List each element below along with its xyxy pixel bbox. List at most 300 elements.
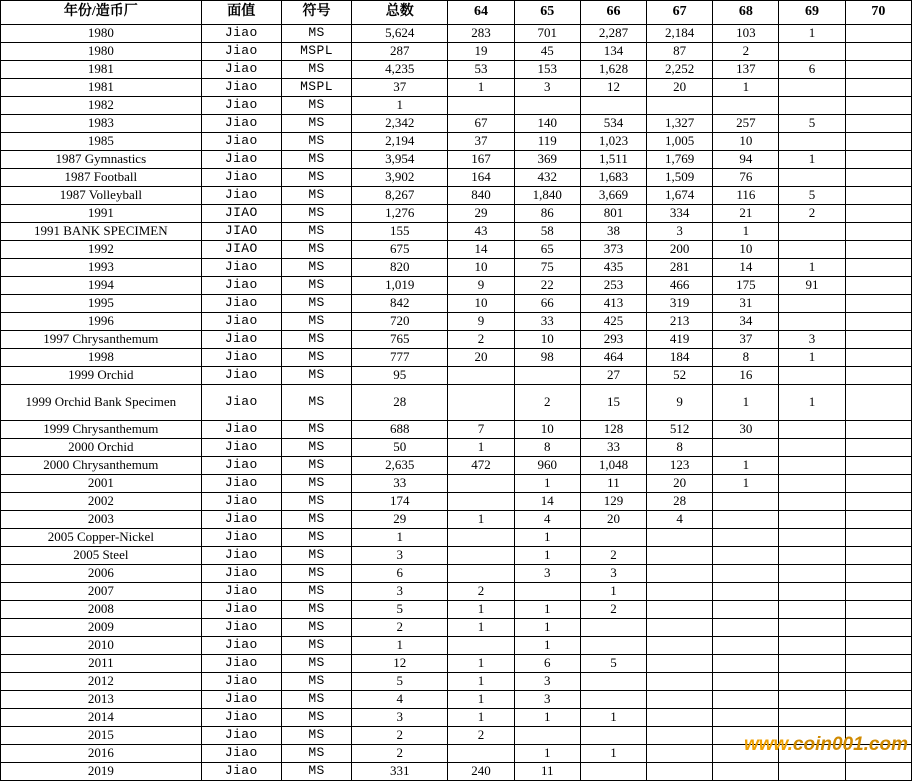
row-label: 1999 Orchid [1, 367, 202, 385]
row-label: 2000 Orchid [1, 439, 202, 457]
row-denomination: Jiao [201, 313, 281, 331]
row-grade-67: 466 [647, 277, 713, 295]
row-symbol: MS [281, 619, 351, 637]
row-total: 5,624 [352, 25, 448, 43]
table-row [1, 529, 912, 547]
row-label: 1991 BANK SPECIMEN [1, 223, 202, 241]
row-grade-69: 91 [779, 277, 845, 295]
row-denomination: Jiao [201, 277, 281, 295]
row-grade-66: 11 [580, 475, 646, 493]
row-symbol: MS [281, 529, 351, 547]
row-grade-66: 2,287 [580, 25, 646, 43]
row-grade-68 [713, 583, 779, 601]
row-grade-70 [845, 169, 911, 187]
row-grade-64: 164 [448, 169, 514, 187]
row-label: 1985 [1, 133, 202, 151]
table-row [1, 223, 912, 241]
row-total: 3,954 [352, 151, 448, 169]
row-grade-66: 1,048 [580, 457, 646, 475]
row-grade-64: 1 [448, 439, 514, 457]
row-grade-64: 29 [448, 205, 514, 223]
row-grade-70 [845, 475, 911, 493]
row-grade-68: 10 [713, 241, 779, 259]
table-row [1, 709, 912, 727]
row-grade-69 [779, 745, 845, 763]
row-grade-65: 3 [514, 691, 580, 709]
row-total: 4 [352, 691, 448, 709]
row-grade-69: 1 [779, 349, 845, 367]
row-grade-67: 1,674 [647, 187, 713, 205]
row-grade-69 [779, 169, 845, 187]
row-grade-68: 116 [713, 187, 779, 205]
row-denomination: Jiao [201, 439, 281, 457]
row-grade-67 [647, 709, 713, 727]
row-denomination: Jiao [201, 547, 281, 565]
row-grade-70 [845, 187, 911, 205]
row-grade-64: 1 [448, 691, 514, 709]
row-denomination: Jiao [201, 133, 281, 151]
row-grade-70 [845, 97, 911, 115]
row-symbol: MS [281, 547, 351, 565]
row-total: 777 [352, 349, 448, 367]
row-grade-66: 253 [580, 277, 646, 295]
row-grade-70 [845, 583, 911, 601]
row-grade-68 [713, 673, 779, 691]
row-grade-67: 1,005 [647, 133, 713, 151]
row-grade-65: 1 [514, 619, 580, 637]
row-denomination: Jiao [201, 673, 281, 691]
row-denomination: Jiao [201, 385, 281, 421]
row-label: 2012 [1, 673, 202, 691]
row-total: 12 [352, 655, 448, 673]
row-grade-67 [647, 547, 713, 565]
table-row [1, 25, 912, 43]
row-grade-64: 1 [448, 655, 514, 673]
row-grade-69 [779, 43, 845, 61]
table-row [1, 241, 912, 259]
row-grade-66: 1,683 [580, 169, 646, 187]
row-grade-65: 10 [514, 421, 580, 439]
row-grade-67: 281 [647, 259, 713, 277]
row-grade-67 [647, 727, 713, 745]
row-grade-66: 1,511 [580, 151, 646, 169]
row-denomination: Jiao [201, 763, 281, 781]
row-grade-68: 94 [713, 151, 779, 169]
table-row [1, 331, 912, 349]
row-grade-68 [713, 97, 779, 115]
row-grade-69: 6 [779, 61, 845, 79]
watermark-domain: coin001.com [792, 734, 908, 755]
row-grade-65: 701 [514, 25, 580, 43]
row-label: 2019 [1, 763, 202, 781]
row-grade-66: 373 [580, 241, 646, 259]
table-row [1, 493, 912, 511]
row-symbol: MS [281, 637, 351, 655]
row-total: 2,194 [352, 133, 448, 151]
row-grade-68: 1 [713, 457, 779, 475]
row-total: 3 [352, 547, 448, 565]
row-grade-69 [779, 97, 845, 115]
table-row [1, 313, 912, 331]
table-row [1, 349, 912, 367]
row-denomination: Jiao [201, 637, 281, 655]
table-row [1, 97, 912, 115]
row-label: 1995 [1, 295, 202, 313]
row-symbol: MS [281, 241, 351, 259]
column-header-denomination: 面值 [201, 1, 281, 25]
row-grade-64: 1 [448, 709, 514, 727]
row-label: 1987 Football [1, 169, 202, 187]
row-denomination: Jiao [201, 691, 281, 709]
row-total: 4,235 [352, 61, 448, 79]
row-grade-68: 16 [713, 367, 779, 385]
row-grade-67: 334 [647, 205, 713, 223]
row-denomination: Jiao [201, 169, 281, 187]
row-grade-65: 66 [514, 295, 580, 313]
row-grade-69 [779, 565, 845, 583]
row-grade-64: 2 [448, 583, 514, 601]
row-grade-70 [845, 367, 911, 385]
row-grade-70 [845, 601, 911, 619]
table-header-row [1, 1, 912, 25]
row-grade-69: 3 [779, 331, 845, 349]
row-denomination: Jiao [201, 115, 281, 133]
row-symbol: MS [281, 691, 351, 709]
row-denomination: JIAO [201, 223, 281, 241]
row-grade-66: 33 [580, 439, 646, 457]
table-row [1, 187, 912, 205]
row-grade-70 [845, 637, 911, 655]
row-grade-65: 1 [514, 709, 580, 727]
row-grade-65: 58 [514, 223, 580, 241]
row-denomination: Jiao [201, 43, 281, 61]
column-header-grade-65: 65 [514, 1, 580, 25]
row-grade-64: 2 [448, 331, 514, 349]
row-label: 1999 Orchid Bank Specimen [1, 385, 202, 421]
row-grade-68 [713, 655, 779, 673]
row-label: 1983 [1, 115, 202, 133]
row-grade-68 [713, 511, 779, 529]
row-grade-66: 134 [580, 43, 646, 61]
row-grade-64 [448, 493, 514, 511]
row-label: 1987 Gymnastics [1, 151, 202, 169]
row-grade-67 [647, 565, 713, 583]
row-grade-69: 5 [779, 115, 845, 133]
row-grade-64: 20 [448, 349, 514, 367]
row-grade-69 [779, 709, 845, 727]
row-grade-67: 8 [647, 439, 713, 457]
watermark-prefix: www. [743, 734, 793, 755]
row-grade-70 [845, 349, 911, 367]
row-symbol: MS [281, 475, 351, 493]
row-grade-68: 2 [713, 43, 779, 61]
row-grade-64: 840 [448, 187, 514, 205]
table-row [1, 691, 912, 709]
row-grade-68: 31 [713, 295, 779, 313]
row-denomination: JIAO [201, 241, 281, 259]
row-grade-70 [845, 547, 911, 565]
row-grade-66: 293 [580, 331, 646, 349]
row-grade-70 [845, 241, 911, 259]
row-grade-64: 1 [448, 601, 514, 619]
row-denomination: Jiao [201, 349, 281, 367]
row-grade-64: 2 [448, 727, 514, 745]
row-grade-69: 2 [779, 205, 845, 223]
row-denomination: Jiao [201, 493, 281, 511]
row-grade-64: 283 [448, 25, 514, 43]
row-grade-67: 87 [647, 43, 713, 61]
row-grade-64: 9 [448, 313, 514, 331]
row-denomination: Jiao [201, 583, 281, 601]
row-grade-64 [448, 745, 514, 763]
row-grade-65: 1 [514, 529, 580, 547]
row-grade-64: 472 [448, 457, 514, 475]
row-grade-65: 11 [514, 763, 580, 781]
row-symbol: MS [281, 601, 351, 619]
row-grade-67: 20 [647, 475, 713, 493]
row-label: 2010 [1, 637, 202, 655]
row-grade-64: 10 [448, 295, 514, 313]
row-total: 155 [352, 223, 448, 241]
row-grade-68 [713, 619, 779, 637]
row-grade-68 [713, 691, 779, 709]
row-total: 2,342 [352, 115, 448, 133]
row-label: 2011 [1, 655, 202, 673]
row-denomination: Jiao [201, 745, 281, 763]
row-grade-65: 86 [514, 205, 580, 223]
row-grade-67 [647, 97, 713, 115]
table-row [1, 421, 912, 439]
row-grade-70 [845, 745, 911, 763]
row-grade-70 [845, 133, 911, 151]
row-grade-65: 432 [514, 169, 580, 187]
row-grade-64: 9 [448, 277, 514, 295]
row-grade-67 [647, 619, 713, 637]
row-symbol: MSPL [281, 43, 351, 61]
row-label: 2015 [1, 727, 202, 745]
row-grade-66: 2 [580, 547, 646, 565]
row-grade-64: 167 [448, 151, 514, 169]
row-grade-64: 37 [448, 133, 514, 151]
row-denomination: Jiao [201, 97, 281, 115]
row-grade-66: 1 [580, 583, 646, 601]
row-label: 1996 [1, 313, 202, 331]
row-grade-66: 5 [580, 655, 646, 673]
row-grade-66: 435 [580, 259, 646, 277]
table-row [1, 79, 912, 97]
row-total: 174 [352, 493, 448, 511]
row-total: 1 [352, 97, 448, 115]
row-grade-68: 34 [713, 313, 779, 331]
row-grade-69 [779, 367, 845, 385]
row-symbol: MS [281, 223, 351, 241]
row-grade-69 [779, 619, 845, 637]
table-row [1, 457, 912, 475]
row-grade-64 [448, 367, 514, 385]
row-total: 3,902 [352, 169, 448, 187]
row-grade-65 [514, 367, 580, 385]
row-grade-66: 1,628 [580, 61, 646, 79]
row-grade-67: 184 [647, 349, 713, 367]
row-grade-66: 20 [580, 511, 646, 529]
table-row [1, 475, 912, 493]
row-symbol: MS [281, 727, 351, 745]
row-grade-66: 534 [580, 115, 646, 133]
row-total: 765 [352, 331, 448, 349]
row-total: 331 [352, 763, 448, 781]
row-grade-69 [779, 691, 845, 709]
row-denomination: Jiao [201, 655, 281, 673]
table-row [1, 295, 912, 313]
row-grade-64: 1 [448, 673, 514, 691]
row-grade-65: 369 [514, 151, 580, 169]
row-symbol: MS [281, 133, 351, 151]
row-grade-65 [514, 583, 580, 601]
row-grade-65: 4 [514, 511, 580, 529]
row-grade-69: 1 [779, 259, 845, 277]
row-symbol: MS [281, 565, 351, 583]
row-denomination: Jiao [201, 259, 281, 277]
row-grade-65: 22 [514, 277, 580, 295]
row-total: 5 [352, 673, 448, 691]
row-grade-66 [580, 619, 646, 637]
row-total: 842 [352, 295, 448, 313]
row-grade-68 [713, 745, 779, 763]
table-body [1, 25, 912, 781]
row-grade-70 [845, 223, 911, 241]
row-total: 2 [352, 727, 448, 745]
row-grade-68: 1 [713, 385, 779, 421]
row-total: 720 [352, 313, 448, 331]
row-label: 2007 [1, 583, 202, 601]
row-symbol: MS [281, 367, 351, 385]
row-label: 1999 Chrysanthemum [1, 421, 202, 439]
table-row [1, 259, 912, 277]
row-grade-69 [779, 313, 845, 331]
row-denomination: Jiao [201, 421, 281, 439]
row-grade-70 [845, 457, 911, 475]
row-denomination: Jiao [201, 331, 281, 349]
table-row [1, 43, 912, 61]
row-grade-68 [713, 637, 779, 655]
table-row [1, 151, 912, 169]
row-grade-70 [845, 25, 911, 43]
row-denomination: Jiao [201, 25, 281, 43]
row-denomination: Jiao [201, 79, 281, 97]
row-grade-68 [713, 727, 779, 745]
row-grade-69: 5 [779, 187, 845, 205]
row-grade-68: 257 [713, 115, 779, 133]
table-row [1, 115, 912, 133]
row-grade-70 [845, 295, 911, 313]
table-row [1, 565, 912, 583]
row-denomination: Jiao [201, 529, 281, 547]
row-denomination: Jiao [201, 151, 281, 169]
row-grade-68: 1 [713, 79, 779, 97]
row-label: 2006 [1, 565, 202, 583]
column-header-grade-68: 68 [713, 1, 779, 25]
row-grade-66: 129 [580, 493, 646, 511]
row-grade-66 [580, 727, 646, 745]
row-grade-69 [779, 241, 845, 259]
row-grade-70 [845, 43, 911, 61]
row-denomination: Jiao [201, 367, 281, 385]
row-label: 2014 [1, 709, 202, 727]
row-grade-69 [779, 601, 845, 619]
row-grade-70 [845, 115, 911, 133]
row-grade-68: 30 [713, 421, 779, 439]
row-grade-66: 464 [580, 349, 646, 367]
row-grade-67: 2,184 [647, 25, 713, 43]
row-label: 2002 [1, 493, 202, 511]
row-grade-64: 1 [448, 511, 514, 529]
row-symbol: MS [281, 313, 351, 331]
table-row [1, 745, 912, 763]
row-grade-65: 6 [514, 655, 580, 673]
row-grade-70 [845, 673, 911, 691]
row-grade-64 [448, 529, 514, 547]
row-label: 1982 [1, 97, 202, 115]
row-grade-66 [580, 637, 646, 655]
row-grade-65: 8 [514, 439, 580, 457]
table-row [1, 655, 912, 673]
row-grade-67 [647, 655, 713, 673]
row-grade-68: 137 [713, 61, 779, 79]
row-grade-70 [845, 439, 911, 457]
row-denomination: Jiao [201, 457, 281, 475]
column-header-grade-70: 70 [845, 1, 911, 25]
row-label: 2005 Copper-Nickel [1, 529, 202, 547]
row-grade-69: 1 [779, 25, 845, 43]
row-grade-64 [448, 475, 514, 493]
row-total: 50 [352, 439, 448, 457]
row-grade-66: 12 [580, 79, 646, 97]
row-label: 1993 [1, 259, 202, 277]
table-row [1, 583, 912, 601]
table-row [1, 727, 912, 745]
row-label: 1987 Volleyball [1, 187, 202, 205]
row-label: 1981 [1, 79, 202, 97]
row-grade-67 [647, 583, 713, 601]
row-grade-70 [845, 259, 911, 277]
row-grade-70 [845, 61, 911, 79]
table-row [1, 367, 912, 385]
row-grade-69 [779, 133, 845, 151]
row-grade-65: 153 [514, 61, 580, 79]
row-grade-67 [647, 673, 713, 691]
row-grade-65: 1 [514, 601, 580, 619]
table-row [1, 601, 912, 619]
row-denomination: Jiao [201, 475, 281, 493]
row-label: 2000 Chrysanthemum [1, 457, 202, 475]
row-grade-70 [845, 529, 911, 547]
row-grade-69 [779, 457, 845, 475]
row-grade-70 [845, 691, 911, 709]
row-grade-64 [448, 637, 514, 655]
row-grade-68 [713, 565, 779, 583]
row-denomination: Jiao [201, 727, 281, 745]
row-grade-68 [713, 601, 779, 619]
row-grade-70 [845, 511, 911, 529]
row-symbol: MS [281, 259, 351, 277]
row-label: 1994 [1, 277, 202, 295]
row-total: 820 [352, 259, 448, 277]
row-total: 29 [352, 511, 448, 529]
row-grade-70 [845, 727, 911, 745]
row-grade-67: 419 [647, 331, 713, 349]
row-grade-67: 123 [647, 457, 713, 475]
row-grade-64 [448, 97, 514, 115]
